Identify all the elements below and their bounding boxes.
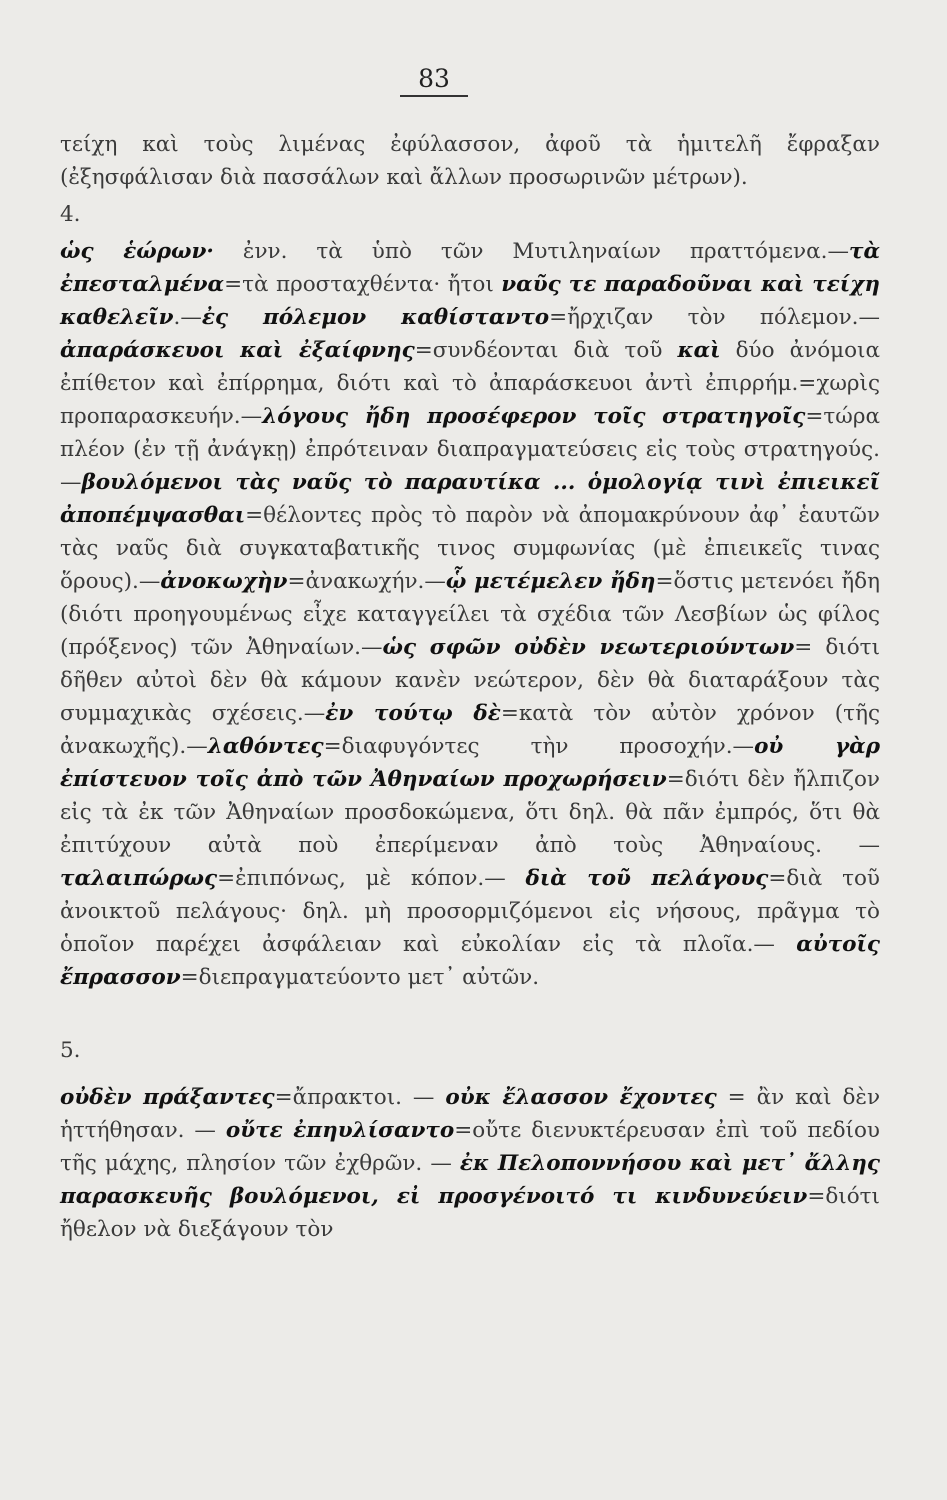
lemma: αὐτοῖς ἔπρασσον — [60, 932, 880, 990]
gloss-text: = διότι δῆθεν αὐτοὶ δὲν θὰ κάμουν κανὲν νεώτερον, δὲν θὰ διαταράξουν τὰς συμμαχικὰς σχέσεις.— — [60, 635, 881, 726]
gloss-text: =ἐπιπόνως, μὲ κόπον.— — [217, 866, 526, 891]
lemma: ταλαιπώρως — [60, 866, 218, 891]
gloss-text: =ἄπρακτοι. — — [274, 1085, 446, 1110]
page-number: 83 — [400, 64, 468, 97]
lemma: οὐκ ἔλασσον ἔχοντες — [445, 1085, 717, 1110]
gloss-text: =κατὰ τὸν αὐτὸν χρόνον (τῆς ἀνακωχῆς).— — [60, 701, 880, 759]
lemma: ὡς σφῶν οὐδὲν νεωτεριούντων — [382, 635, 795, 660]
lemma: ἀνοκωχὴν — [160, 569, 288, 594]
section-number-4: 4. — [60, 202, 81, 227]
commentary-section-4 — [60, 235, 880, 994]
lemma: τὰ ἐπεσταλμένα — [60, 239, 880, 297]
intro-paragraph: τείχη καὶ τοὺς λιμένας ἐφύλασσον, ἀφοῦ τὰ ἡμιτελῆ ἔφραξαν (ἐξησφάλισαν διὰ πασσάλων καὶ ἄλλων προσωρινῶν μέτρων). — [60, 132, 880, 190]
gloss-text: =ὅστις μετενόει ἤδη (διότι προηγουμένως εἶχε καταγγείλει τὰ σχέδια τῶν Λεσβίων ὡς φίλος (πρόξενος) τῶν Ἀθηναίων.— — [60, 569, 880, 660]
lemma: ἀπαράσκευοι καὶ ἐξαίφνης — [60, 338, 415, 363]
lemma: διὰ τοῦ πελάγους — [525, 866, 769, 891]
gloss-text: δύο ἀνόμοια ἐπίθετον καὶ ἐπίρρημα, διότι καὶ τὸ ἀπαράσκευοι ἀντὶ ἐπιρρήμ.=χωρὶς προπαρασκευήν.— — [60, 338, 881, 429]
gloss-text: =διεπραγματεύοντο μετ᾽ αὐτῶν. — [180, 965, 540, 990]
gloss-text: =θέλοντες πρὸς τὸ παρὸν νὰ ἀπομακρύνουν ἀφ᾽ ἑαυτῶν τὰς ναῦς διὰ συγκαταβατικῆς τινος συμφωνίας (μὲ ἐπιεικεῖς τινας ὅρους).— — [60, 503, 880, 594]
gloss-text: = ἂν καὶ δὲν ἡττήθησαν. — — [60, 1085, 881, 1143]
gloss-text: ἐνν. τὰ ὑπὸ τῶν Μυτιληναίων πραττόμενα.— — [213, 239, 849, 264]
gloss-text: =οὔτε διενυκτέρευσαν ἐπὶ τοῦ πεδίου τῆς μάχης, πλησίον τῶν ἐχθρῶν. — — [60, 1118, 880, 1176]
gloss-text: =τώρα πλέον (ἐν τῇ ἀνάγκῃ) ἐπρότειναν διαπραγματεύσεις εἰς τοὺς στρατηγούς.— — [60, 404, 880, 495]
gloss-text: =συνδέονται διὰ τοῦ — [414, 338, 678, 363]
page-body — [60, 128, 880, 1246]
gloss-text: =διὰ τοῦ ἀνοικτοῦ πελάγους· δηλ. μὴ προσορμιζόμενοι εἰς νήσους, πρᾶγμα τὸ ὁποῖον παρέχει ἀσφάλειαν καὶ εὐκολίαν εἰς τὰ πλοῖα.— — [60, 866, 880, 957]
lemma: οὔτε ἐπηυλίσαντο — [225, 1118, 455, 1143]
gloss-text: =διαφυγόντες τὴν προσοχήν.— — [323, 734, 755, 759]
lemma: ὡς ἑώρων· — [60, 239, 214, 264]
lemma: οὐδὲν πράξαντες — [60, 1085, 275, 1110]
lemma: οὐ γὰρ ἐπίστευον τοῖς ἀπὸ τῶν Ἀθηναίων προχωρήσειν — [60, 734, 880, 792]
gloss-text: =ἀνακωχήν.— — [287, 569, 446, 594]
section-number-5: 5. — [60, 1038, 81, 1063]
lemma: λαθόντες — [207, 734, 324, 759]
lemma: ναῦς τε παραδοῦναι καὶ τείχη καθελεῖν — [60, 272, 880, 330]
lemma: ᾧ μετέμελεν ἤδη — [445, 569, 656, 594]
lemma: ἐς πόλεμον καθίσταντο — [201, 305, 550, 330]
lemma: ἐκ Πελοποννήσου καὶ μετ᾽ ἄλλης παρασκευῆς βουλόμενοι, εἰ προσγένοιτό τι κινδυνεύειν — [60, 1151, 880, 1209]
gloss-text: =διότι δὲν ἤλπιζον εἰς τὰ ἐκ τῶν Ἀθηναίων προσδοκώμενα, ὅτι δηλ. θὰ πᾶν ἐμπρός, ὅτι θὰ ἐπιτύχουν αὐτὰ ποὺ ἐπερίμεναν ἀπὸ τοὺς Ἀθηναίους. — — [60, 767, 880, 858]
lemma: ἐν τούτῳ δὲ — [325, 701, 501, 726]
gloss-text: .— — [173, 305, 202, 330]
gloss-text: =τὰ προσταχθέντα· ἤτοι — [224, 272, 502, 297]
lemma: καὶ — [677, 338, 721, 363]
lemma: βουλόμενοι τὰς ναῦς τὸ παραυτίκα ... ὁμολογίᾳ τινὶ ἐπιεικεῖ ἀποπέμψασθαι — [60, 470, 880, 528]
commentary-section-5 — [60, 1081, 880, 1246]
gloss-text: =ἤρχιζαν τὸν πόλεμον.— — [549, 305, 880, 330]
lemma: λόγους ἤδη προσέφερον τοῖς στρατηγοῖς — [262, 404, 806, 429]
gloss-text: =διότι ἤθελον νὰ διεξάγουν τὸν — [60, 1184, 880, 1242]
